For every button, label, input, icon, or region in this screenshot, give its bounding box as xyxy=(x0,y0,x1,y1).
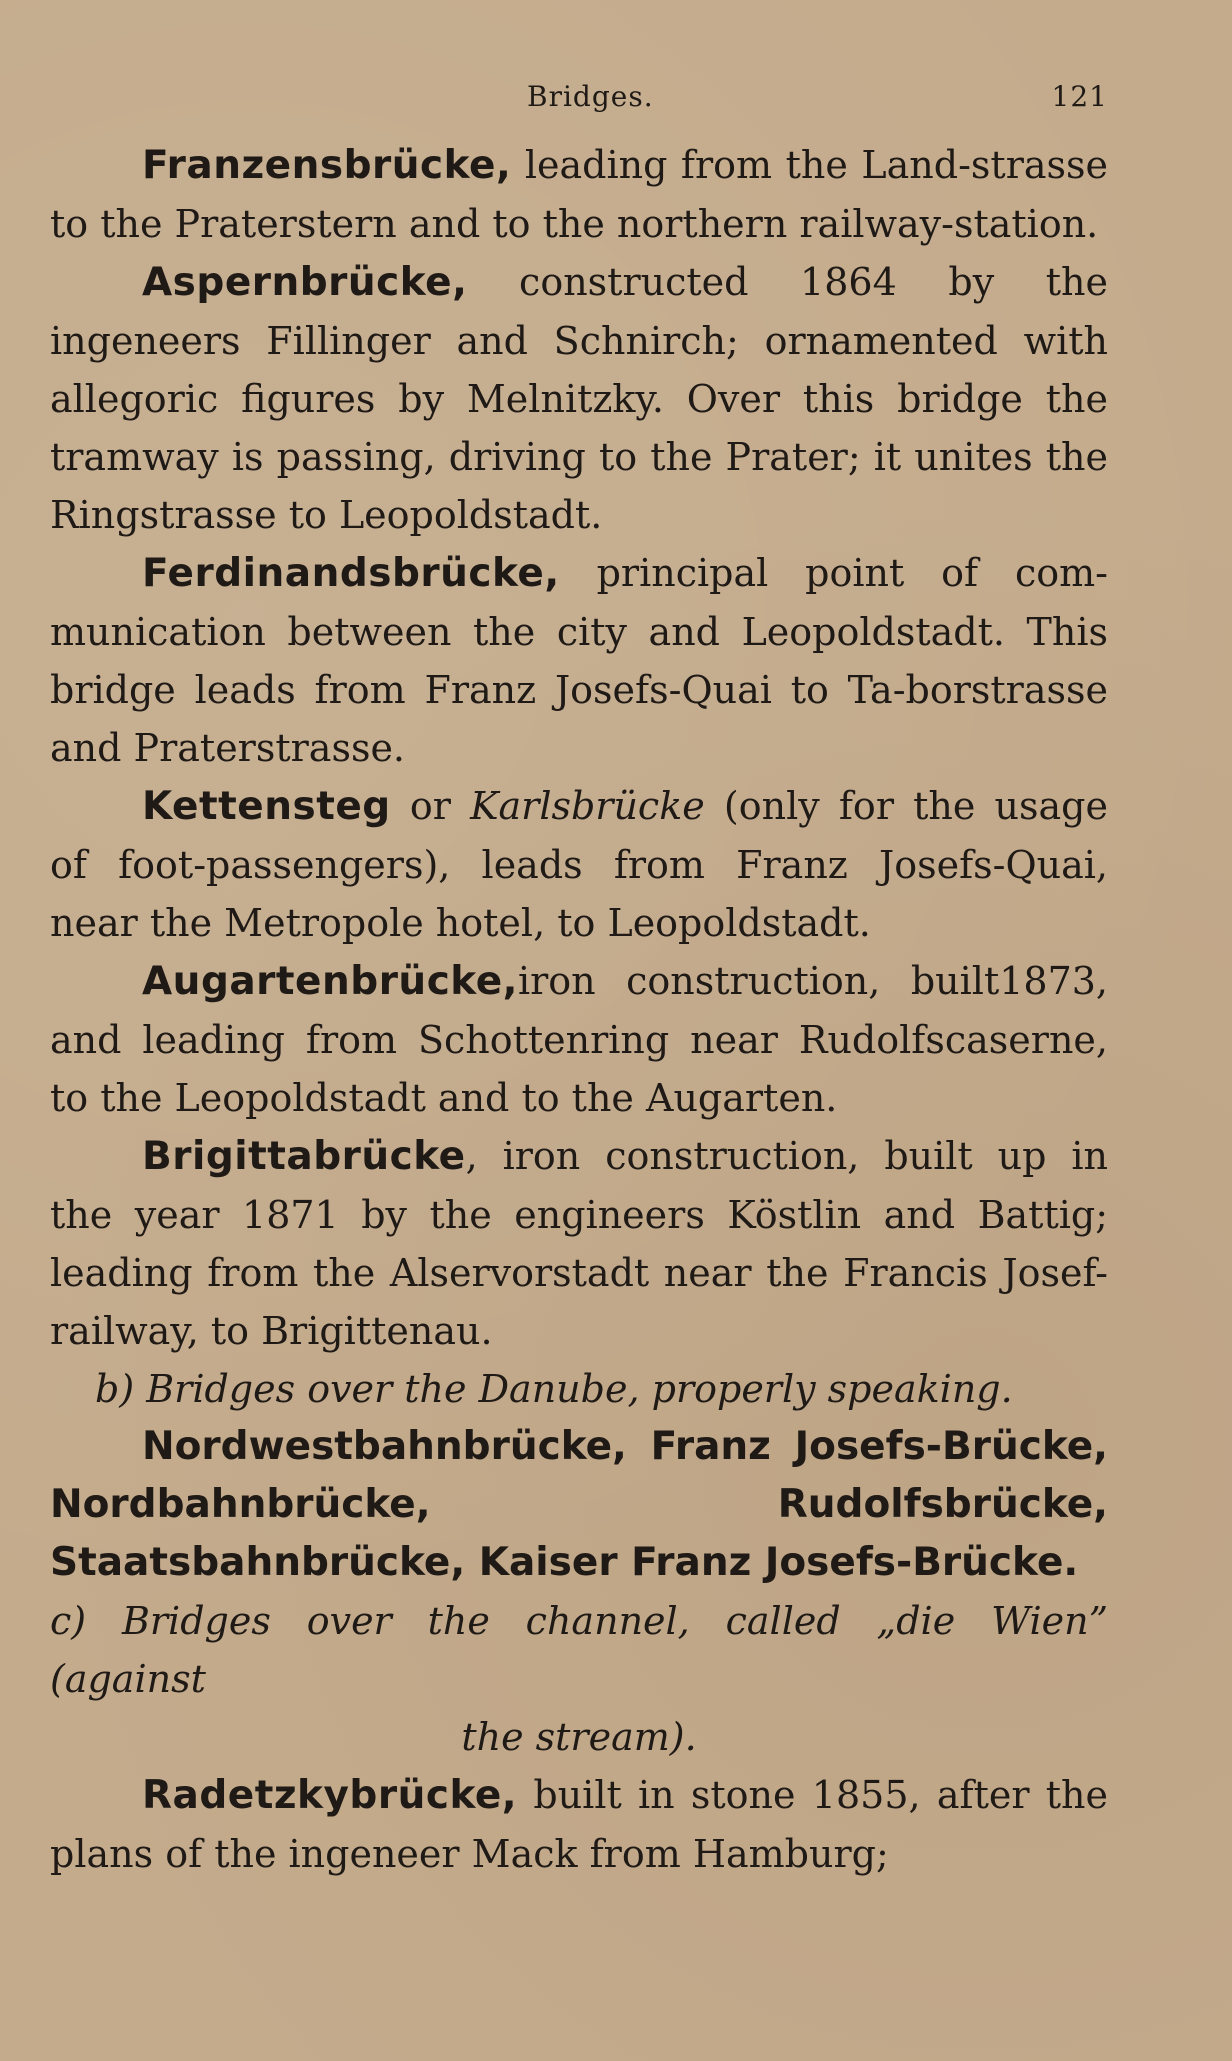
running-title: Bridges. xyxy=(527,80,654,113)
paragraph-text: leading from the Land-strasse to the Praterstern and to the northern railway-station. xyxy=(50,143,1108,246)
paragraph-brigittabruecke xyxy=(50,1127,1108,1360)
paragraph-radetzkybruecke xyxy=(50,1766,1108,1883)
paragraph-text: constructed 1864 by the ingeneers Fillinger and Schnirch; ornamented with allegoric figures by Melnitzky. Over this bridge the tramway is passing, driving to the Prater; it unites the Ringstrasse to Leopoldstadt. xyxy=(50,260,1108,537)
paragraph-text: iron construction, built1873, and leading from Schottenring near Rudolfscaserne, to the Leopoldstadt and to the Augarten. xyxy=(50,959,1108,1120)
bridge-name: Kettensteg xyxy=(142,784,391,829)
book-page xyxy=(50,80,1108,2040)
paragraph-text-before: or xyxy=(390,784,471,828)
bridge-name: Augartenbrücke, xyxy=(142,959,518,1004)
bridge-name: Radetzkybrücke, xyxy=(142,1773,518,1818)
page-number: 121 xyxy=(1051,80,1108,113)
bridge-name: Franzensbrücke, xyxy=(142,143,512,188)
paragraph-augartenbruecke xyxy=(50,952,1108,1127)
danube-bridges-list: Nordwestbahnbrücke, Franz Josefs-Brücke, Nordbahnbrücke, Rudolfsbrücke, Staatsbahnbrücke, Kaiser Franz Josefs-Brücke. xyxy=(50,1424,1108,1585)
paragraph-text: built in stone 1855, after the plans of the ingeneer Mack from Hamburg; xyxy=(50,1773,1108,1876)
paragraph-text: , iron construction, built up in the year 1871 by the engineers Köstlin and Battig; leading from the Alservorstadt near the Francis Josef-railway, to Brigittenau. xyxy=(50,1134,1108,1353)
bridge-name: Ferdinandsbrücke, xyxy=(142,551,560,596)
paragraph-ferdinandsbruecke xyxy=(50,544,1108,777)
alt-bridge-name: Karlsbrücke xyxy=(470,784,705,828)
paragraph-kettensteg xyxy=(50,777,1108,952)
paragraph-text: principal point of com-munication between the city and Leopoldstadt. This bridge leads from Franz Josefs-Quai to Ta-borstrasse and Praterstrasse. xyxy=(50,551,1108,770)
bridge-name: Brigittabrücke xyxy=(142,1134,466,1179)
paragraph-text: (only for the usage of foot-passengers), leads from Franz Josefs-Quai, near the Metropole hotel, to Leopoldstadt. xyxy=(50,784,1108,945)
section-heading-c-continued: the stream). xyxy=(461,1715,697,1759)
paragraph-aspernbruecke xyxy=(50,253,1108,544)
paragraph-franzensbruecke xyxy=(50,136,1108,253)
section-heading-c: c) Bridges over the channel, called „die Wien” (against xyxy=(50,1599,1108,1701)
bridge-name: Aspernbrücke, xyxy=(142,260,468,305)
running-header xyxy=(50,80,1108,122)
section-heading-b: b) Bridges over the Danube, properly speaking. xyxy=(95,1367,1013,1411)
